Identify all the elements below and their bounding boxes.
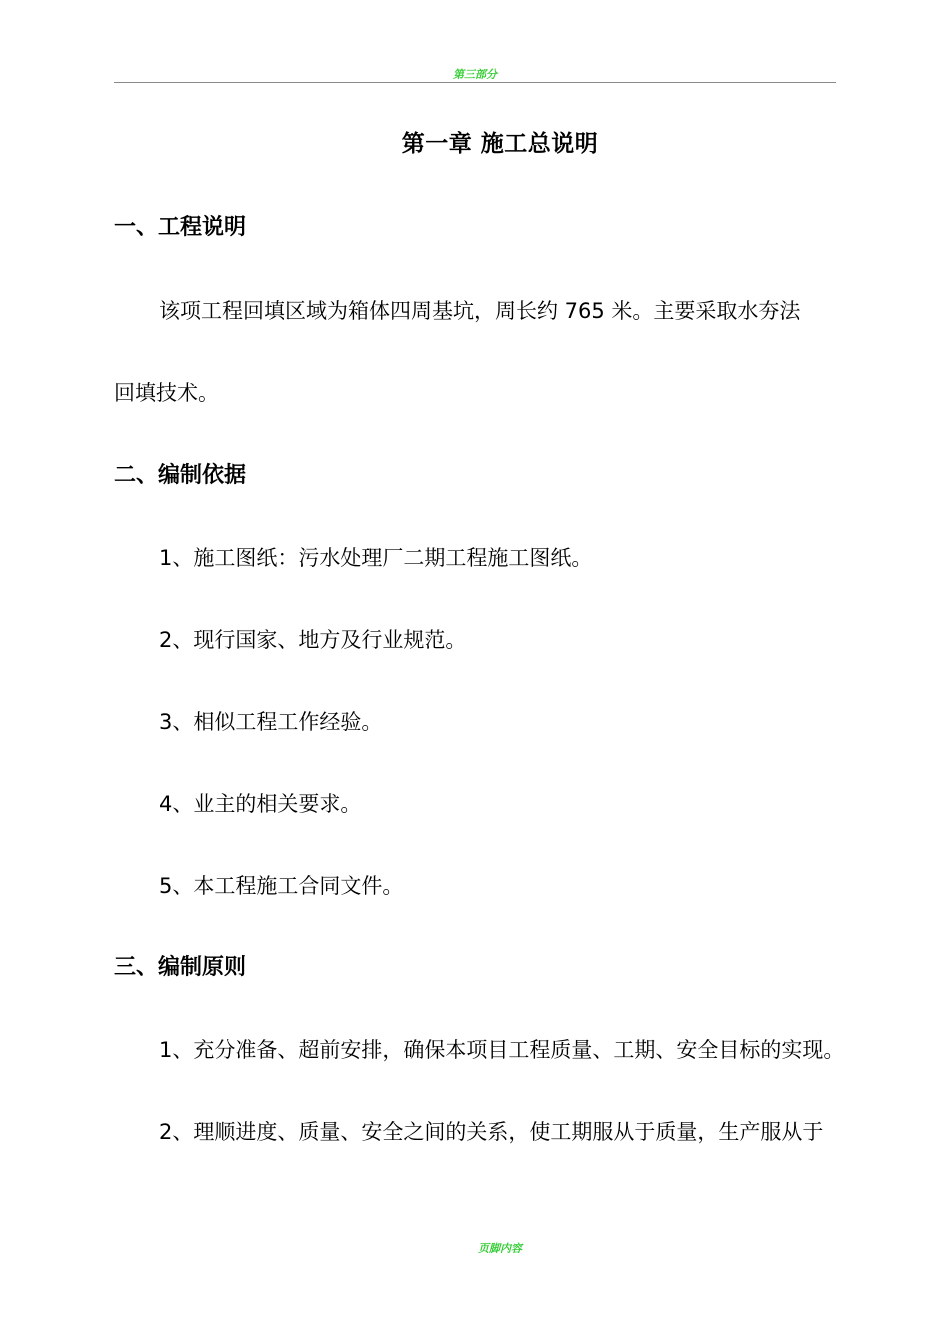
list-item: 4、业主的相关要求。 (159, 792, 362, 816)
section-heading-basis: 二、编制依据 (114, 463, 247, 488)
paragraph-line: 回填技术。 (114, 381, 219, 405)
header-divider (114, 82, 836, 83)
paragraph-line: 该项工程回填区域为箱体四周基坑，周长约 765 米。主要采取水夯法 (159, 299, 801, 323)
list-item: 1、充分准备、超前安排，确保本项目工程质量、工期、安全目标的实现。 (159, 1038, 845, 1062)
list-item: 2、理顺进度、质量、安全之间的关系，使工期服从于质量，生产服从于 (159, 1120, 824, 1144)
page-footer: 页脚内容 (478, 1242, 522, 1255)
list-item: 5、本工程施工合同文件。 (159, 874, 404, 898)
list-item: 1、施工图纸：污水处理厂二期工程施工图纸。 (159, 546, 593, 570)
chapter-title: 第一章 施工总说明 (401, 131, 599, 157)
section-heading-project-description: 一、工程说明 (114, 215, 247, 240)
page-header: 第三部分 (453, 68, 497, 81)
list-item: 2、现行国家、地方及行业规范。 (159, 628, 467, 652)
section-heading-principles: 三、编制原则 (114, 955, 247, 980)
list-item: 3、相似工程工作经验。 (159, 710, 383, 734)
